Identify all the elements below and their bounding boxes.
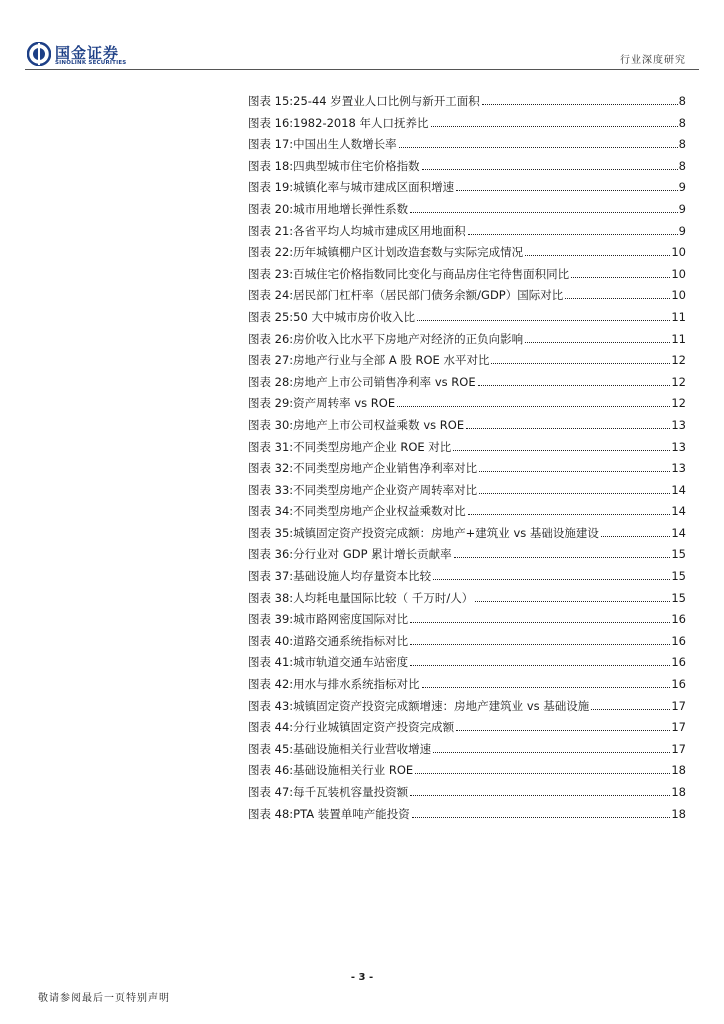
toc-entry-label: 图表 20: (248, 201, 294, 216)
toc-leader-dots (468, 234, 678, 235)
toc-entry-label: 图表 24: (248, 288, 294, 303)
toc-entry-label: 图表 33: (248, 482, 294, 497)
toc-entry-page: 10 (671, 245, 686, 260)
toc-leader-dots (453, 450, 670, 451)
toc-leader-dots (415, 773, 670, 774)
toc-entry-title: 不同类型房地产企业销售净利率对比 (293, 461, 478, 476)
toc-leader-dots (525, 255, 670, 256)
toc-entry-page: 14 (671, 482, 686, 497)
toc-entry-page: 13 (671, 461, 686, 476)
toc-leader-dots (479, 493, 670, 494)
toc-leader-dots (412, 817, 671, 818)
toc-entry-label: 图表 37: (248, 569, 294, 584)
toc-entry-title: 1982-2018 年人口抚养比 (293, 115, 429, 130)
toc-entry[interactable] (248, 523, 686, 545)
toc-entry-page: 15 (671, 547, 686, 562)
toc-leader-dots (466, 428, 670, 429)
toc-entry-label: 图表 16: (248, 115, 294, 130)
toc-entry-title: 中国出生人数增长率 (293, 137, 397, 152)
toc-leader-dots (397, 406, 670, 407)
toc-entry-page: 16 (671, 612, 686, 627)
disclaimer-note: 敬请参阅最后一页特别声明 (38, 993, 170, 1004)
toc-entry[interactable] (248, 804, 686, 826)
toc-entry[interactable] (248, 717, 686, 739)
toc-entry-title: 基础设施人均存量资本比较 (293, 569, 432, 584)
toc-leader-dots (565, 298, 670, 299)
toc-entry-page: 8 (678, 137, 686, 152)
toc-entry-page: 12 (671, 396, 686, 411)
toc-entry-title: 历年城镇棚户区计划改造套数与实际完成情况 (293, 245, 524, 260)
toc-entry[interactable] (248, 307, 686, 329)
toc-leader-dots (431, 126, 678, 127)
toc-entry-label: 图表 45: (248, 741, 294, 756)
toc-entry-title: 房地产上市公司权益乘数 vs ROE (293, 417, 465, 432)
toc-leader-dots (417, 320, 670, 321)
toc-entry-page: 8 (678, 158, 686, 173)
toc-entry-page: 11 (671, 331, 686, 346)
toc-entry[interactable] (248, 415, 686, 437)
toc-entry[interactable] (248, 760, 686, 782)
toc-entry[interactable] (248, 134, 686, 156)
toc-entry-label: 图表 35: (248, 525, 294, 540)
toc-entry-label: 图表 40: (248, 633, 294, 648)
toc-entry-page: 18 (671, 763, 686, 778)
toc-entry[interactable] (248, 156, 686, 178)
toc-entry-label: 图表 39: (248, 612, 294, 627)
toc-entry[interactable] (248, 544, 686, 566)
toc-leader-dots (478, 385, 671, 386)
toc-entry-title: 城市路网密度国际对比 (293, 612, 409, 627)
sinolink-logo-icon (27, 42, 51, 66)
toc-entry-page: 14 (671, 525, 686, 540)
toc-entry-title: 道路交通系统指标对比 (293, 633, 409, 648)
toc-entry-title: 城市用地增长弹性系数 (293, 201, 409, 216)
toc-entry-label: 图表 15: (248, 94, 294, 108)
toc-entry[interactable] (248, 739, 686, 761)
toc-entry-page: 12 (671, 374, 686, 389)
toc-leader-dots (456, 730, 670, 731)
toc-entry-page: 18 (671, 806, 686, 821)
toc-entry-label: 图表 22: (248, 245, 294, 260)
toc-leader-dots (525, 342, 670, 343)
toc-entry-title: 基础设施相关行业 ROE (293, 763, 414, 778)
toc-entry-page: 18 (671, 785, 686, 799)
toc-entry[interactable] (248, 177, 686, 199)
toc-entry-page: 13 (671, 417, 686, 432)
toc-entry[interactable] (248, 264, 686, 286)
toc-entry[interactable] (248, 782, 686, 804)
toc-leader-dots (422, 687, 671, 688)
toc-leader-dots (410, 795, 670, 796)
toc-entry-label: 图表 30: (248, 417, 294, 432)
toc-entry-page: 10 (671, 288, 686, 303)
toc-entry-page: 17 (671, 741, 686, 756)
toc-leader-dots (456, 190, 678, 191)
toc-entry[interactable] (248, 588, 686, 610)
toc-entry-title: 城市轨道交通车站密度 (293, 655, 409, 670)
toc-entry-page: 10 (671, 266, 686, 281)
toc-entry-title: 分行业对 GDP 累计增长贡献率 (293, 547, 452, 562)
toc-entry-page: 16 (671, 677, 686, 692)
toc-entry[interactable] (248, 393, 686, 415)
toc-entry-page: 8 (678, 115, 686, 130)
toc-entry-title: 每千瓦装机容量投资额 (293, 785, 409, 799)
toc-entry[interactable] (248, 350, 686, 372)
toc-entry-title: 房地产上市公司销售净利率 vs ROE (293, 374, 476, 389)
toc-leader-dots (468, 514, 671, 515)
toc-entry-page: 17 (671, 720, 686, 735)
figure-toc-list (248, 91, 686, 825)
toc-entry-label: 图表 19: (248, 180, 294, 195)
toc-entry-label: 图表 41: (248, 655, 294, 670)
toc-entry-label: 图表 29: (248, 396, 294, 411)
toc-entry-label: 图表 25: (248, 309, 294, 324)
toc-leader-dots (433, 579, 670, 580)
toc-entry-label: 图表 27: (248, 353, 294, 368)
toc-leader-dots (571, 277, 670, 278)
toc-entry[interactable] (248, 566, 686, 588)
toc-entry[interactable] (248, 285, 686, 307)
toc-leader-dots (410, 665, 670, 666)
toc-entry-title: 50 大中城市房价收入比 (293, 309, 415, 324)
toc-entry-title: 资产周转率 vs ROE (293, 396, 396, 411)
toc-entry[interactable] (248, 652, 686, 674)
toc-entry-label: 图表 44: (248, 720, 294, 735)
toc-entry-page: 15 (671, 569, 686, 584)
toc-leader-dots (433, 752, 670, 753)
toc-leader-dots (410, 644, 670, 645)
toc-entry-label: 图表 18: (248, 158, 294, 173)
toc-entry-label: 图表 42: (248, 677, 294, 692)
toc-entry[interactable] (248, 501, 686, 523)
toc-entry-title: 分行业城镇固定资产投资完成额 (293, 720, 455, 735)
toc-entry[interactable] (248, 242, 686, 264)
toc-entry-label: 图表 43: (248, 698, 294, 713)
toc-entry-label: 图表 48: (248, 806, 294, 821)
toc-leader-dots (491, 363, 670, 364)
toc-leader-dots (399, 147, 678, 148)
logo-english-name: SINOLINK SECURITIES (55, 60, 127, 66)
toc-entry-label: 图表 28: (248, 374, 294, 389)
toc-leader-dots (422, 169, 678, 170)
toc-entry-label: 图表 36: (248, 547, 294, 562)
toc-entry-page: 15 (671, 590, 686, 605)
toc-entry[interactable] (248, 329, 686, 351)
toc-entry-title: 四典型城市住宅价格指数 (293, 158, 420, 173)
logo-chinese-name: 国金证券 (55, 44, 120, 62)
report-type-label: 行业深度研究 (620, 55, 686, 66)
header-divider (25, 69, 699, 70)
page-number: - 3 - (350, 972, 374, 983)
toc-entry-page: 17 (671, 698, 686, 713)
toc-leader-dots (601, 536, 670, 537)
toc-entry-title: 百城住宅价格指数同比变化与商品房住宅待售面积同比 (293, 266, 570, 281)
toc-entry[interactable] (248, 674, 686, 696)
toc-entry-label: 图表 31: (248, 439, 294, 454)
toc-entry[interactable] (248, 696, 686, 718)
toc-leader-dots (475, 601, 670, 602)
toc-leader-dots (479, 471, 670, 472)
toc-entry-title: 各省平均人均城市建成区用地面积 (293, 223, 466, 238)
toc-entry[interactable] (248, 199, 686, 221)
toc-entry-title: 人均耗电量国际比较（ 千万时/人） (293, 590, 474, 605)
toc-entry-title: 不同类型房地产企业资产周转率对比 (293, 482, 478, 497)
toc-entry-page: 16 (671, 633, 686, 648)
toc-entry-page: 16 (671, 655, 686, 670)
page-header (0, 0, 724, 80)
toc-entry-label: 图表 47: (248, 785, 294, 799)
toc-entry-label: 图表 21: (248, 223, 294, 238)
toc-entry-page: 14 (671, 504, 686, 519)
toc-leader-dots (482, 104, 678, 105)
toc-entry-title: 房价收入比水平下房地产对经济的正负向影响 (293, 331, 524, 346)
toc-entry[interactable] (248, 458, 686, 480)
toc-entry-label: 图表 34: (248, 504, 294, 519)
toc-entry-page: 9 (678, 201, 686, 216)
toc-leader-dots (410, 212, 678, 213)
toc-entry[interactable] (248, 480, 686, 502)
toc-entry[interactable] (248, 609, 686, 631)
toc-entry-title: 用水与排水系统指标对比 (293, 677, 420, 692)
toc-entry-title: 25-44 岁置业人口比例与新开工面积 (293, 94, 480, 108)
toc-entry-title: 城镇化率与城市建成区面积增速 (293, 180, 455, 195)
toc-leader-dots (410, 622, 670, 623)
toc-entry-label: 图表 17: (248, 137, 294, 152)
toc-leader-dots (591, 709, 670, 710)
toc-entry-page: 8 (678, 94, 686, 108)
toc-entry-label: 图表 23: (248, 266, 294, 281)
toc-entry[interactable] (248, 221, 686, 243)
toc-leader-dots (454, 557, 671, 558)
toc-entry-label: 图表 32: (248, 461, 294, 476)
toc-entry[interactable] (248, 91, 686, 113)
toc-entry-title: 不同类型房地产企业 ROE 对比 (293, 439, 452, 454)
toc-entry-label: 图表 46: (248, 763, 294, 778)
toc-entry-title: 城镇固定资产投资完成额增速：房地产建筑业 vs 基础设施 (293, 698, 590, 713)
toc-entry-title: 基础设施相关行业营收增速 (293, 741, 432, 756)
toc-entry[interactable] (248, 437, 686, 459)
toc-entry-page: 9 (678, 180, 686, 195)
toc-entry-title: PTA 装置单吨产能投资 (293, 806, 410, 821)
toc-entry-title: 不同类型房地产企业权益乘数对比 (293, 504, 466, 519)
toc-entry-page: 13 (671, 439, 686, 454)
toc-entry-label: 图表 26: (248, 331, 294, 346)
toc-entry-title: 房地产行业与全部 A 股 ROE 水平对比 (293, 353, 490, 368)
toc-entry[interactable] (248, 372, 686, 394)
toc-entry-page: 9 (678, 223, 686, 238)
toc-entry-title: 城镇固定资产投资完成额：房地产+建筑业 vs 基础设施建设 (293, 525, 599, 540)
toc-entry-page: 11 (671, 309, 686, 324)
toc-entry[interactable] (248, 631, 686, 653)
toc-entry-page: 12 (671, 353, 686, 368)
toc-entry[interactable] (248, 113, 686, 135)
toc-entry-title: 居民部门杠杆率（居民部门债务余额/GDP）国际对比 (293, 288, 564, 303)
toc-entry-label: 图表 38: (248, 590, 294, 605)
company-logo (27, 40, 137, 70)
